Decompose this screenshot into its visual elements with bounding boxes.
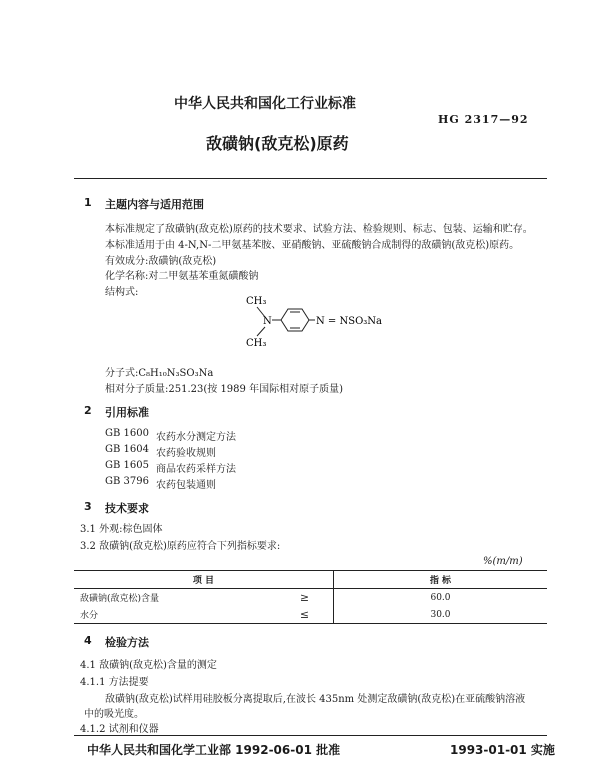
section-3-number: 3 (84, 500, 92, 513)
clause-3-1: 3.1 外观:棕色固体 (80, 524, 163, 535)
section-4-heading: 检验方法 (105, 636, 149, 649)
approval-line: 中华人民共和国化学工业部 1992-06-01 批准 (87, 743, 341, 757)
footer-divider (74, 735, 547, 736)
clause-4-1: 4.1 敌磺钠(敌克松)含量的测定 (80, 660, 217, 671)
reference-code: GB 3796 (105, 476, 149, 487)
section-3-heading: 技术要求 (105, 502, 149, 515)
item-name: 敌磺钠(敌克松)含量 (80, 594, 160, 604)
clause-4-1-2: 4.1.2 试剂和仪器 (80, 724, 159, 735)
standard-code: HG 2317—92 (438, 113, 529, 126)
section-2-heading: 引用标准 (105, 406, 149, 419)
molecular-mass: 相对分子质量:251.23(按 1989 年国际相对原子质量) (105, 384, 343, 395)
table-row (74, 589, 547, 607)
reference-title: 农药水分测定方法 (156, 432, 236, 443)
structure-label: 结构式: (105, 287, 139, 298)
active-ingredient: 有效成分:敌磺钠(敌克松) (105, 256, 217, 267)
column-header-value: 指 标 (334, 571, 548, 589)
clause-4-1-1-paragraph: 敌磺钠(敌克松)试样用硅胶板分离提取后,在波长 435nm 处测定敌磺钠(敌克松)在亚硫酸钠溶液 (105, 694, 526, 705)
molecular-formula: 分子式:C₈H₁₀N₃SO₃Na (105, 368, 214, 379)
reference-code: GB 1600 (105, 428, 149, 439)
item-name: 水分 (74, 606, 276, 624)
comparison-operator: ≥ (276, 589, 334, 607)
amine-nitrogen: N (263, 316, 272, 327)
reference-title: 农药包装通则 (156, 480, 216, 491)
section-1-paragraph-2: 本标准适用于由 4-N,N-二甲氨基苯胺、亚硝酸钠、亚硫酸钠合成制得的敌磺钠(敌克松)原药。 (105, 240, 520, 251)
specification-table (74, 570, 547, 624)
structural-formula (236, 290, 406, 350)
item-value: 60.0 (430, 592, 451, 603)
clause-3-2: 3.2 敌磺钠(敌克松)原药应符合下列指标要求: (80, 541, 281, 552)
clause-4-1-1: 4.1.1 方法提要 (80, 677, 149, 688)
table-row (74, 606, 547, 624)
chemical-name: 化学名称:对二甲氨基苯重氮磺酸钠 (105, 271, 259, 282)
section-1-paragraph-1: 本标准规定了敌磺钠(敌克松)原药的技术要求、试验方法、检验规则、标志、包装、运输和贮存。 (105, 224, 533, 235)
bottom-methyl-group: CH₃ (246, 338, 267, 349)
reference-title: 商品农药采样方法 (156, 464, 236, 475)
document-title: 敌磺钠(敌克松)原药 (206, 134, 349, 153)
clause-4-1-1-paragraph-cont: 中的吸光度。 (84, 709, 144, 720)
section-1-heading: 主题内容与适用范围 (105, 198, 204, 211)
benzene-ring (281, 309, 309, 331)
section-2-number: 2 (84, 404, 92, 417)
table-unit: %(m/m) (483, 556, 523, 567)
comparison-operator: ≤ (276, 606, 334, 624)
section-4-number: 4 (84, 634, 92, 647)
reference-code: GB 1605 (105, 460, 149, 471)
table-header-row (74, 571, 547, 589)
reference-title: 农药验收规则 (156, 448, 216, 459)
diazo-sulfonate-group: N = NSO₃Na (316, 316, 383, 327)
standard-organization: 中华人民共和国化工行业标准 (174, 96, 356, 112)
section-1-number: 1 (84, 196, 92, 209)
column-header-item: 项 目 (74, 571, 334, 589)
reference-code: GB 1604 (105, 444, 149, 455)
implementation-date: 1993-01-01 实施 (450, 743, 555, 757)
top-methyl-group: CH₃ (246, 296, 267, 307)
item-value: 30.0 (334, 606, 548, 624)
header-divider (74, 178, 547, 179)
